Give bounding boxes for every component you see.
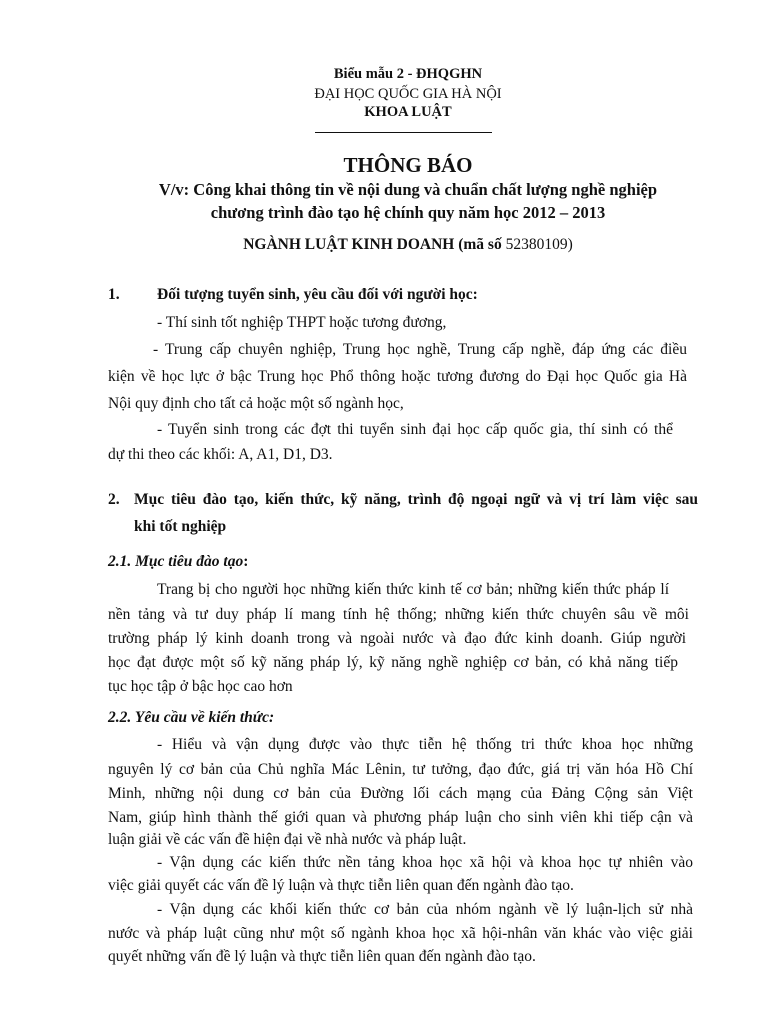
subsection-2-2-heading: 2.2. Yêu cầu về kiến thức:	[108, 709, 275, 726]
section-2-heading: Mục tiêu đào tạo, kiến thức, kỹ năng, trình độ ngoại ngữ và vị trí làm việc sau	[134, 491, 698, 508]
paragraph-line: - Hiểu và vận dụng được vào thực tiễn hệ thống tri thức khoa học những	[157, 736, 693, 753]
subsection-2-1-colon: :	[243, 553, 249, 570]
paragraph-line: Trang bị cho người học những kiến thức kinh tế cơ bản; những kiến thức pháp lí	[157, 581, 669, 598]
major-heading	[0, 236, 768, 254]
paragraph-line: - Tuyển sinh trong các đợt thi tuyển sinh đại học cấp quốc gia, thí sinh có thể	[157, 421, 673, 438]
paragraph-line: nền tảng và tư duy pháp lí mang tính hệ thống; những kiến thức chuyên sâu về môi	[108, 606, 689, 623]
paragraph-line: tục học tập ở bậc học cao hơn	[108, 678, 293, 695]
subsection-2-1-title: 2.1. Mục tiêu đào tạo	[108, 553, 244, 570]
paragraph-line: - Thí sinh tốt nghiệp THPT hoặc tương đương,	[157, 314, 447, 331]
major-name: NGÀNH LUẬT KINH DOANH	[243, 236, 455, 253]
university-name: ĐẠI HỌC QUỐC GIA HÀ NỘI	[314, 86, 502, 102]
paragraph-line: kiện về học lực ở bậc Trung học Phổ thông hoặc tương đương do Đại học Quốc gia Hà	[108, 368, 687, 385]
section-2-heading: khi tốt nghiệp	[134, 518, 227, 535]
paragraph-line: Minh, những nội dung cơ bản của Đường lối cách mạng của Đảng Cộng sản Việt	[108, 785, 693, 802]
header-divider	[315, 132, 492, 133]
paragraph-line: - Vận dụng các kiến thức nền tảng khoa học xã hội và khoa học tự nhiên vào	[157, 854, 693, 871]
subtitle-line: chương trình đào tạo hệ chính quy năm học 2012 – 2013	[210, 203, 606, 222]
subsection-2-1-heading	[108, 553, 248, 571]
paragraph-line: việc giải quyết các vấn đề lý luận và thực tiễn liên quan đến ngành đào tạo.	[108, 877, 574, 894]
major-code: 52380109)	[505, 236, 573, 253]
major-code-label: (mã số	[458, 236, 502, 253]
document-title: THÔNG BÁO	[343, 153, 473, 177]
paragraph-line: Nội quy định cho tất cả hoặc một số ngành học,	[108, 395, 404, 412]
paragraph-line: nguyên lý cơ bản của Chủ nghĩa Mác Lênin, tư tưởng, đạo đức, giá trị văn hóa Hồ Chí	[108, 761, 693, 778]
paragraph-line: luận giải về các vấn đề hiện đại về nhà nước và pháp luật.	[108, 831, 467, 848]
form-label: Biểu mẫu 2 - ĐHQGHN	[333, 66, 483, 82]
paragraph-line: Nam, giúp hình thành thế giới quan và phương pháp luận cho sinh viên khi tiếp cận và	[108, 809, 693, 826]
paragraph-line: - Trung cấp chuyên nghiệp, Trung học nghề, Trung cấp nghề, đáp ứng các điều	[153, 341, 687, 358]
paragraph-line: quyết những vấn đề lý luận và thực tiễn liên quan đến ngành đào tạo.	[108, 948, 536, 965]
paragraph-line: - Vận dụng các khối kiến thức cơ bản của nhóm ngành về lý luận-lịch sử nhà	[157, 901, 693, 918]
section-2-number: 2.	[108, 491, 120, 508]
paragraph-line: nước và pháp luật cũng như một số ngành khoa học xã hội-nhân văn khác vào việc giải	[108, 925, 693, 942]
subtitle-line: V/v: Công khai thông tin về nội dung và chuẩn chất lượng nghề nghiệp	[158, 180, 658, 199]
section-1-number: 1.	[108, 286, 120, 303]
faculty-name: KHOA LUẬT	[364, 104, 452, 120]
paragraph-line: học đạt được một số kỹ năng pháp lý, kỹ năng nghề nghiệp cơ bản, có khả năng tiếp	[108, 654, 678, 671]
paragraph-line: trường pháp lý kinh doanh trong và ngoài nước và đạo đức kinh doanh. Giúp người	[108, 630, 686, 647]
paragraph-line: dự thi theo các khối: A, A1, D1, D3.	[108, 446, 333, 463]
section-1-heading: Đối tượng tuyển sinh, yêu cầu đối với người học:	[157, 286, 478, 303]
